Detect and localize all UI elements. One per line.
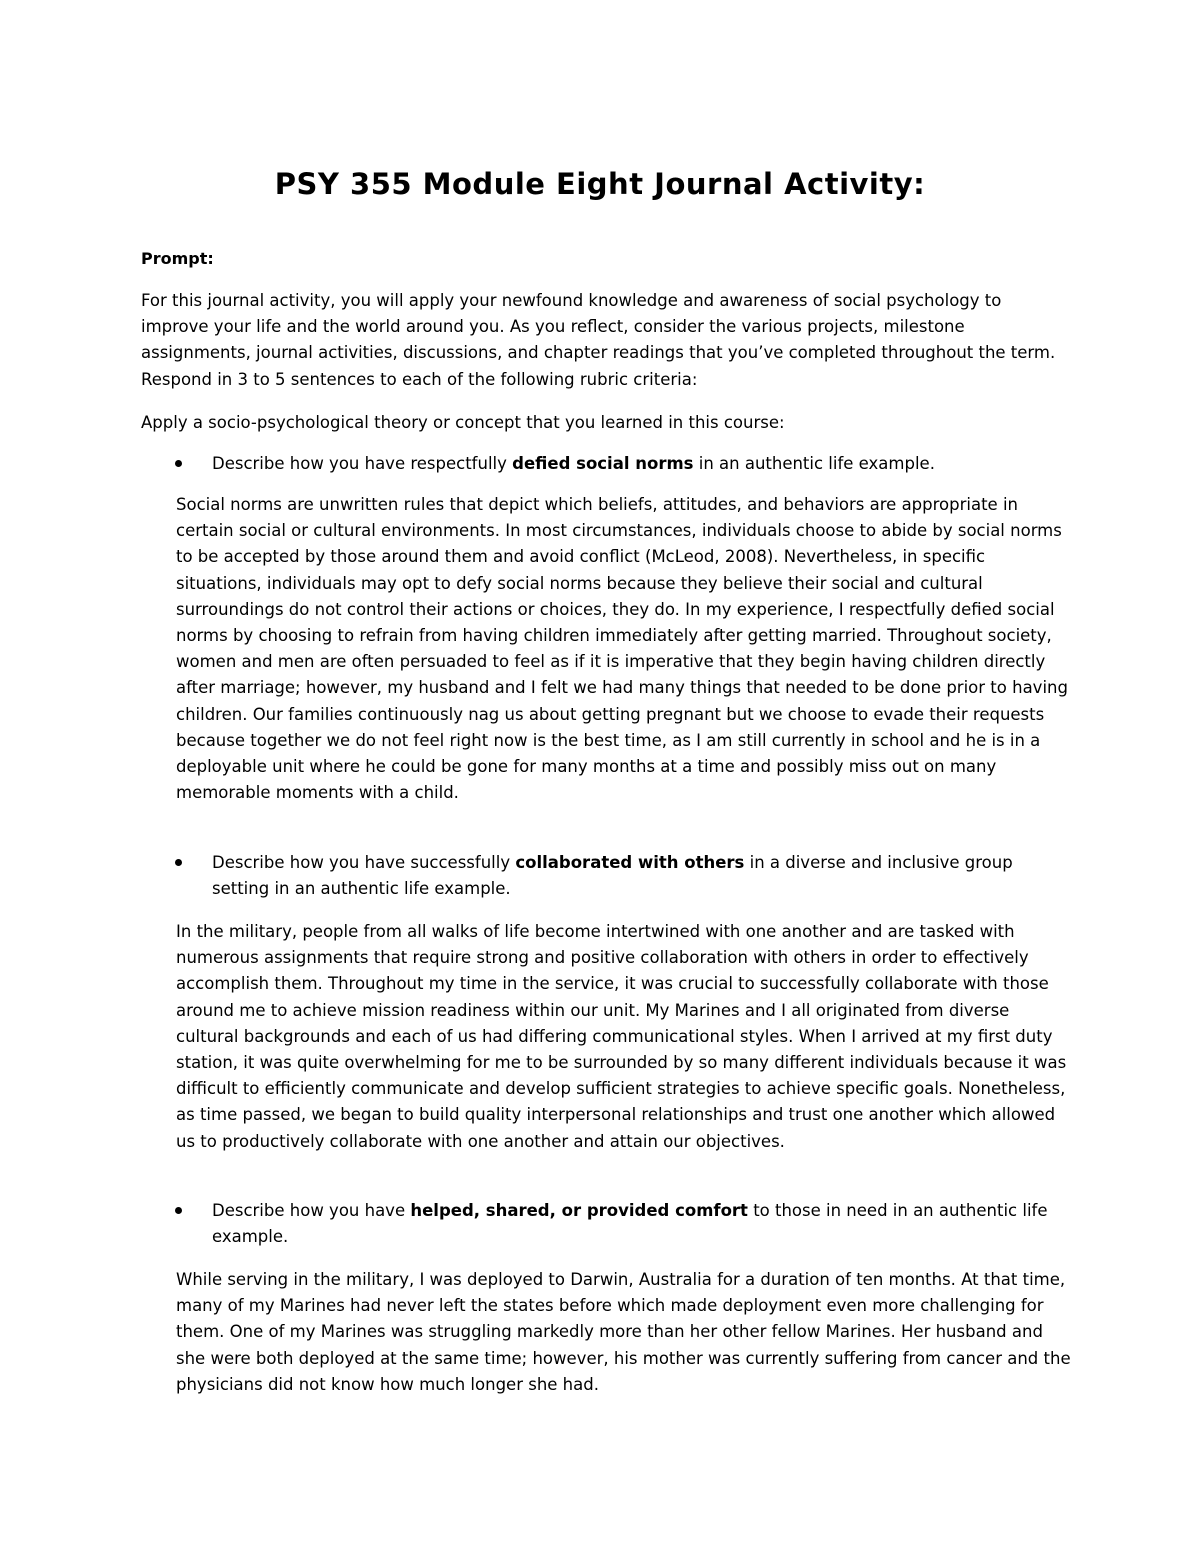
intro-paragraph: For this journal activity, you will apply your newfound knowledge and awareness of social psychology to improve your life and the world around you. As you reflect, consider the various projects, milestone assignments, journal activities, discussions, and chapter readings that you’ve completed throughout the term. Respond in 3 to 5 sentences to each of the following rubric criteria:	[141, 291, 1056, 389]
prompt-label: Prompt:	[141, 249, 214, 268]
bullet-text: Describe how you have respectfully defied social norms in an authentic life example.	[212, 454, 935, 473]
bullet-item-collaboration	[141, 850, 1071, 902]
response-paragraph-social-norms: Social norms are unwritten rules that depict which beliefs, attitudes, and behaviors are appropriate in certain social or cultural environments. In most circumstances, individuals choose to abide by social norms to be accepted by those around them and avoid conflict (McLeod, 2008). Nevertheless, in specific situations, individuals may opt to defy social norms because they believe their social and cultural surroundings do not control their actions or choices, they do. In my experience, I respectfully defied social norms by choosing to refrain from having children immediately after getting married. Throughout society, women and men are often persuaded to feel as if it is imperative that they begin having children directly after marriage; however, my husband and I felt we had many things that needed to be done prior to having children. Our families continuously nag us about getting pregnant but we choose to evade their requests because together we do not feel right now is the best time, as I am still currently in school and he is in a deployable unit where he could be gone for many months at a time and possibly miss out on many memorable moments with a child.	[176, 495, 1068, 803]
bullet-icon	[175, 1207, 182, 1214]
bullet-item-social-norms	[141, 451, 1071, 477]
apply-line: Apply a socio-psychological theory or concept that you learned in this course:	[141, 413, 785, 432]
response-paragraph-comfort: While serving in the military, I was deployed to Darwin, Australia for a duration of ten months. At that time, many of my Marines had never left the states before which made deployment even more challenging for them. One of my Marines was struggling markedly more than her other fellow Marines. Her husband and she were both deployed at the same time; however, his mother was currently suffering from cancer and the physicians did not know how much longer she had.	[176, 1270, 1071, 1394]
bullet-icon	[175, 460, 182, 467]
bullet-text: Describe how you have helped, shared, or provided comfort to those in need in an authentic life example.	[212, 1201, 1048, 1247]
bullet-text: Describe how you have successfully collaborated with others in a diverse and inclusive group setting in an authentic life example.	[212, 853, 1013, 899]
bullet-item-comfort	[141, 1198, 1071, 1250]
bullet-icon	[175, 859, 182, 866]
response-paragraph-collaboration: In the military, people from all walks of life become intertwined with one another and are tasked with numerous assignments that require strong and positive collaboration with others in order to effectively accomplish them. Throughout my time in the service, it was crucial to successfully collaborate with those around me to achieve mission readiness within our unit. My Marines and I all originated from diverse cultural backgrounds and each of us had differing communicational styles. When I arrived at my first duty station, it was quite overwhelming for me to be surrounded by so many different individuals because it was difficult to efficiently communicate and develop sufficient strategies to achieve specific goals. Nonetheless, as time passed, we began to build quality interpersonal relationships and trust one another which allowed us to productively collaborate with one another and attain our objectives.	[176, 922, 1067, 1151]
page-title: PSY 355 Module Eight Journal Activity:	[274, 167, 926, 201]
